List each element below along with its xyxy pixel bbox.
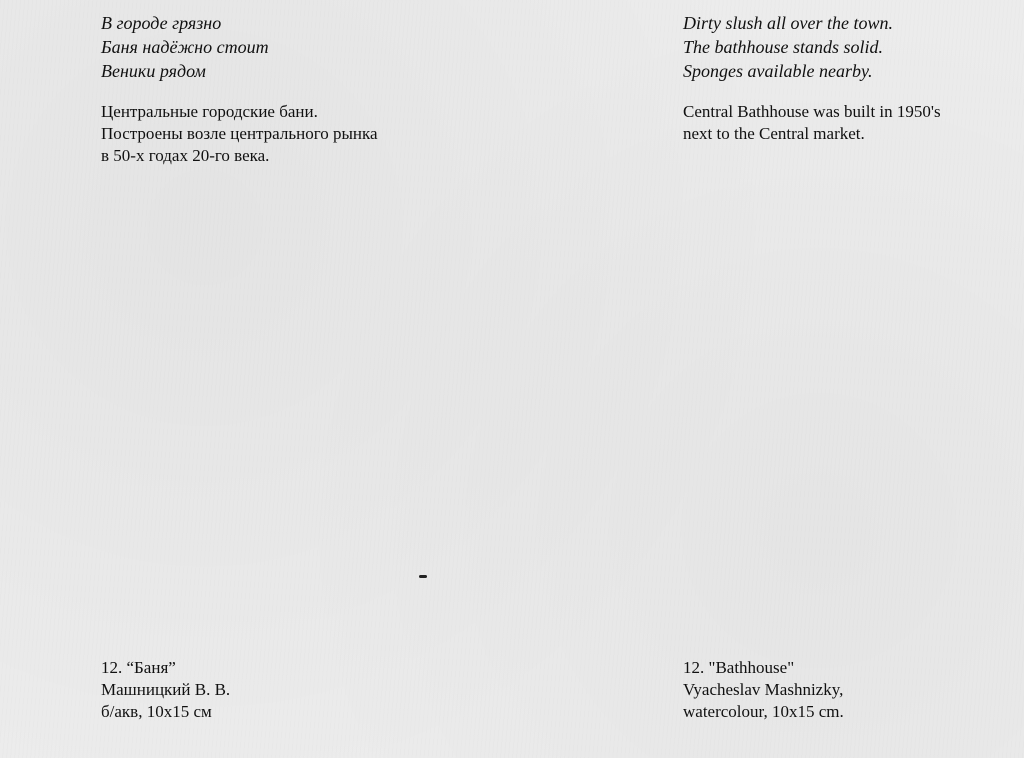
english-description [683, 101, 941, 145]
english-caption [683, 657, 844, 723]
paper-speck [419, 575, 427, 578]
russian-caption-medium: б/акв, 10x15 см [101, 702, 212, 721]
english-caption-title: 12. "Bathhouse" [683, 658, 795, 677]
russian-caption-title: 12. “Баня” [101, 658, 176, 677]
russian-caption [101, 657, 230, 723]
russian-poem-line: В городе грязно [101, 13, 222, 33]
english-poem-line: Dirty slush all over the town. [683, 13, 893, 33]
english-description-line: Central Bathhouse was built in 1950's [683, 102, 941, 121]
english-poem-line: Sponges available nearby. [683, 61, 873, 81]
english-caption-medium: watercolour, 10x15 cm. [683, 702, 844, 721]
russian-description-line: в 50-х годах 20-го века. [101, 146, 270, 165]
russian-caption-artist: Машницкий В. В. [101, 680, 231, 699]
russian-poem-line: Веники рядом [101, 61, 206, 81]
russian-description-line: Центральные городские бани. [101, 102, 318, 121]
english-poem [683, 11, 893, 83]
russian-description [101, 101, 378, 167]
english-description-line: next to the Central market. [683, 124, 865, 143]
english-caption-artist: Vyacheslav Mashnizky, [683, 680, 844, 699]
russian-poem [101, 11, 269, 83]
russian-poem-line: Баня надёжно стоит [101, 37, 269, 57]
russian-description-line: Построены возле центрального рынка [101, 124, 378, 143]
english-poem-line: The bathhouse stands solid. [683, 37, 884, 57]
